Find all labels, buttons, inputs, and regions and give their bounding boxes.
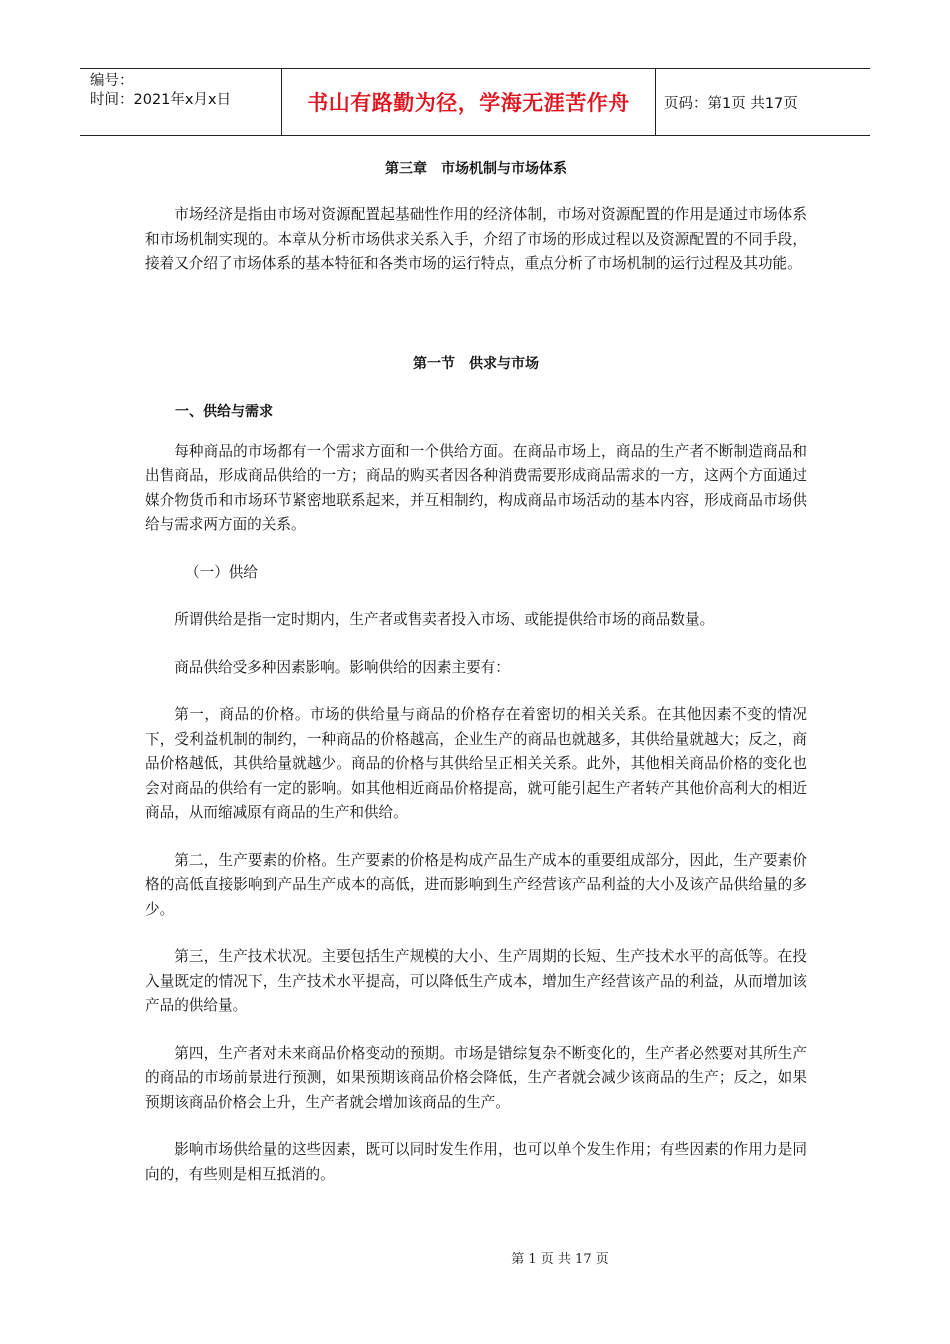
subsection-heading: 一、供给与需求 [175,403,273,420]
document-body [145,158,807,1187]
page-header [80,68,870,136]
header-meta [80,69,281,135]
paragraph-3: 商品供给受多种因素影响。影响供给的因素主要有： [174,658,510,676]
paragraph-1: 每种商品的市场都有一个需求方面和一个供给方面。在商品市场上，商品的生产者不断制造商品和出售商品，形成商品供给的一方；商品的购买者因各种消费需要形成商品需求的一方，这两个方面通过媒介物货币和市场环节紧密地联系起来，并互相制约，构成商品市场活动的基本内容，形成商品市场供给与需求两方面的关系。 [145,442,807,533]
number-label: 编号： [90,73,134,89]
paragraph-5: 第二，生产要素的价格。生产要素的价格是构成产品生产成本的重要组成部分，因此，生产要素价格的高低直接影响到产品生产成本的高低，进而影响到生产经营该产品利益的大小及该产品供给量的多少。 [145,851,807,918]
subheading-supply: （一）供给 [185,563,258,581]
page-footer: 第 1 页 共 17 页 [511,1252,609,1267]
paragraph-8: 影响市场供给量的这些因素，既可以同时发生作用，也可以单个发生作用；有些因素的作用力是同向的，有些则是相互抵消的。 [145,1141,807,1183]
time-label: 时间：2021年x月x日 [90,92,232,108]
paragraph-2: 所谓供给是指一定时期内，生产者或售卖者投入市场、或能提供给市场的商品数量。 [174,611,715,628]
header-page-info: 页码：第1页 共17页 [664,95,798,112]
paragraph-7: 第四，生产者对未来商品价格变动的预期。市场是错综复杂不断变化的，生产者必然要对其所生产的商品的市场前景进行预测，如果预期该商品价格会降低，生产者就会减少该商品的生产；反之，如果预期该商品价格会上升，生产者就会增加该商品的生产。 [145,1044,807,1111]
section-title: 第一节 供求与市场 [413,355,539,372]
paragraph-4: 第一，商品的价格。市场的供给量与商品的价格存在着密切的相关关系。在其他因素不变的情况下，受利益机制的制约，一种商品的价格越高，企业生产的商品也就越多，其供给量就越大；反之，商品价格越低，其供给量就越少。商品的价格与其供给呈正相关关系。此外，其他相关商品价格的变化也会对商品的供给有一定的影响。如其他相近商品价格提高，就可能引起生产者转产其他价高利大的相近商品，从而缩减原有商品的生产和供给。 [145,706,807,821]
paragraph-6: 第三，生产技术状况。主要包括生产规模的大小、生产周期的长短、生产技术水平的高低等。在投入量既定的情况下，生产技术水平提高，可以降低生产成本，增加生产经营该产品的利益，从而增加该产品的供给量。 [145,948,807,1014]
intro-paragraph: 市场经济是指由市场对资源配置起基础性作用的经济体制，市场对资源配置的作用是通过市场体系和市场机制实现的。本章从分析市场供求关系入手，介绍了市场的形成过程以及资源配置的不同手段，接着又介绍了市场体系的基本特征和各类市场的运行特点，重点分析了市场机制的运行过程及其功能。 [145,206,807,272]
header-motto: 书山有路勤为径，学海无涯苦作舟 [281,69,656,135]
chapter-title: 第三章 市场机制与市场体系 [385,161,567,177]
